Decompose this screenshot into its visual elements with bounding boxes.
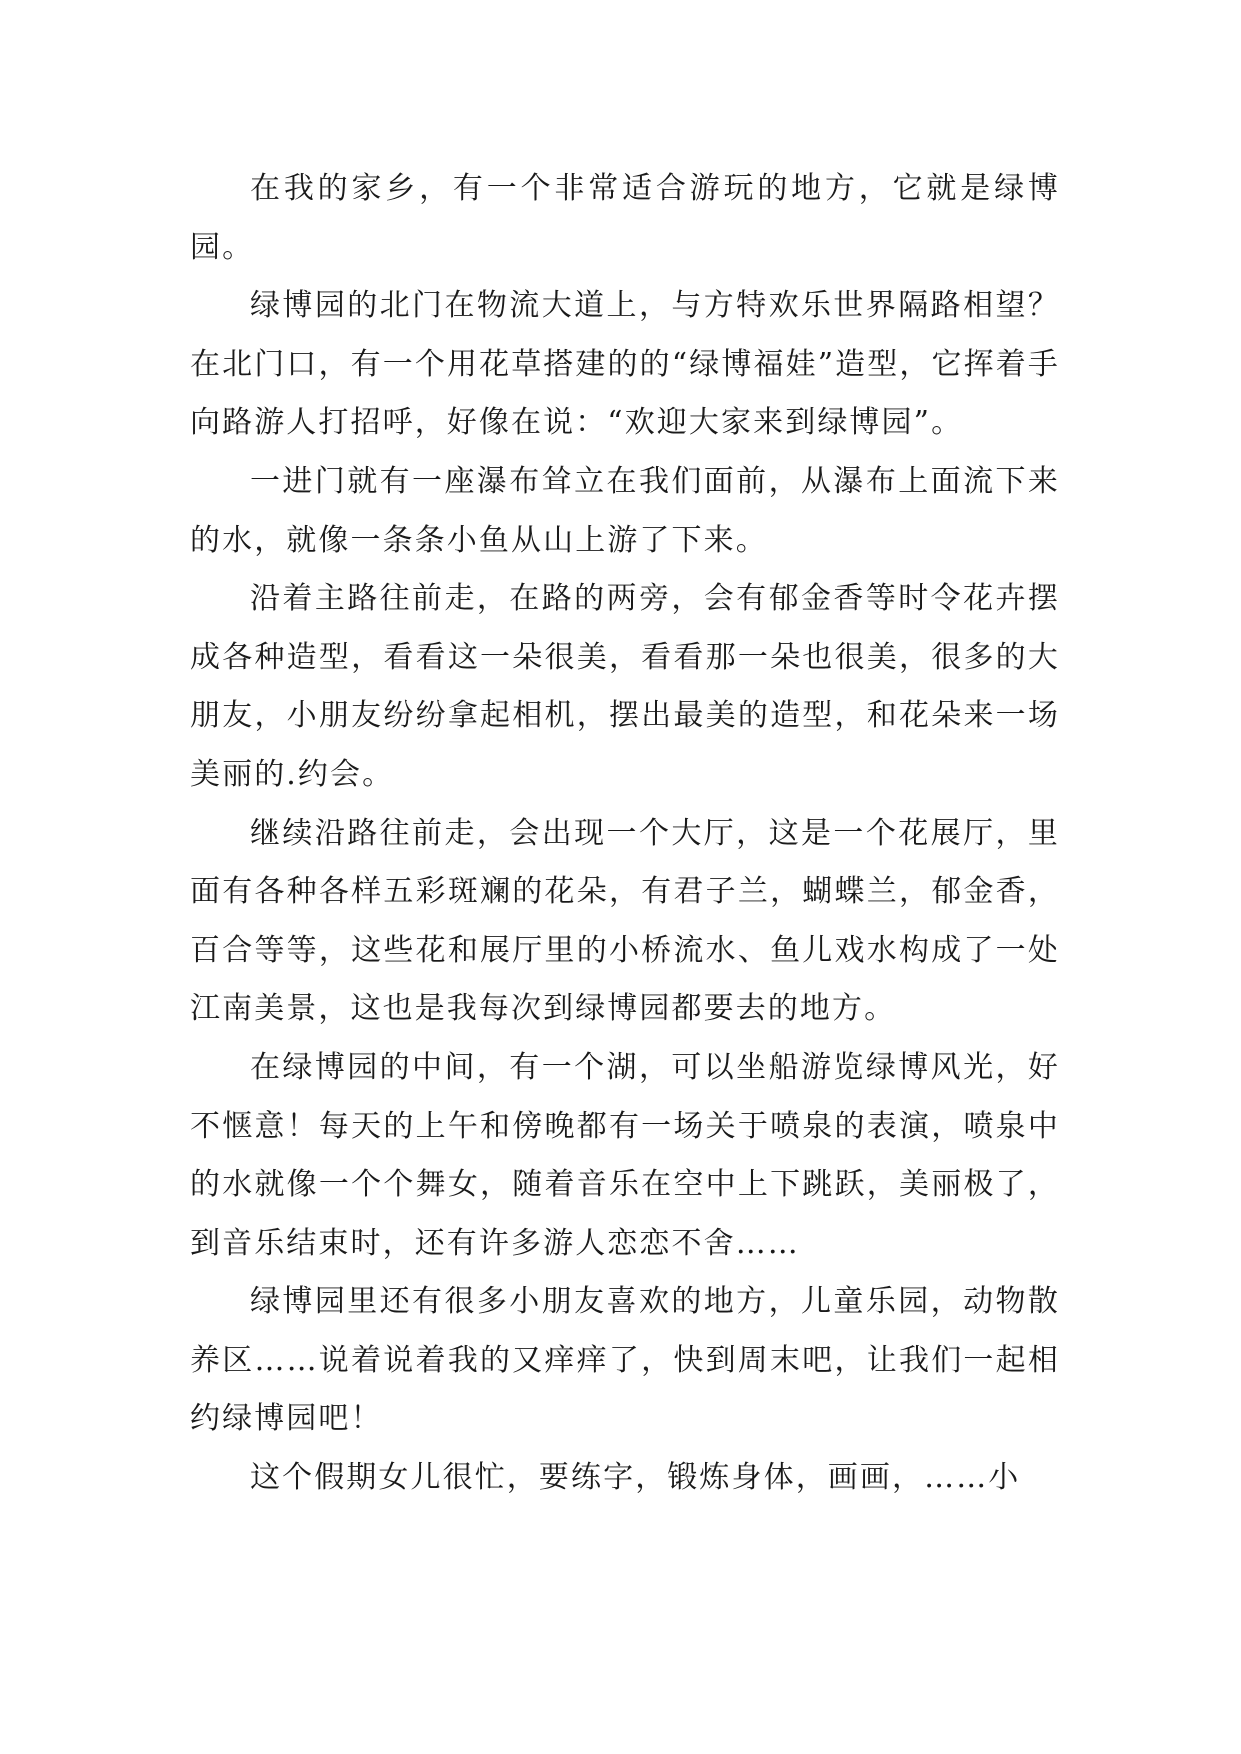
paragraph: 一进门就有一座瀑布耸立在我们面前，从瀑布上面流下来的水，就像一条条小鱼从山上游了下来。 [190,463,1060,558]
paragraph: 绿博园里还有很多小朋友喜欢的地方，儿童乐园，动物散养区……说着说着我的又痒痒了，快到周末吧，让我们一起相约绿博园吧！ [190,1284,1060,1437]
paragraph: 这个假期女儿很忙，要练字，锻炼身体，画画，……小 [250,1460,1021,1496]
paragraph: 沿着主路往前走，在路的两旁，会有郁金香等时令花卉摆成各种造型，看看这一朵很美，看看那一朵也很美，很多的大朋友，小朋友纷纷拿起相机，摆出最美的造型，和花朵来一场美丽的.约会。 [190,581,1060,792]
paragraph: 绿博园的北门在物流大道上，与方特欢乐世界隔路相望？在北门口，有一个用花草搭建的的“绿博福娃”造型，它挥着手向路游人打招呼，好像在说：“欢迎大家来到绿博园”。 [190,288,1060,441]
document-body [190,160,1060,1508]
paragraph: 继续沿路往前走，会出现一个大厅，这是一个花展厅，里面有各种各样五彩斑斓的花朵，有君子兰，蝴蝶兰，郁金香，百合等等，这些花和展厅里的小桥流水、鱼儿戏水构成了一处江南美景，这也是我每次到绿博园都要去的地方。 [190,815,1060,1027]
paragraph: 在我的家乡，有一个非常适合游玩的地方，它就是绿博园。 [190,171,1060,265]
paragraph: 在绿博园的中间，有一个湖，可以坐船游览绿博风光，好不惬意！每天的上午和傍晚都有一场关于喷泉的表演，喷泉中的水就像一个个舞女，随着音乐在空中上下跳跃，美丽极了，到音乐结束时，还有许多游人恋恋不舍…… [190,1049,1060,1261]
